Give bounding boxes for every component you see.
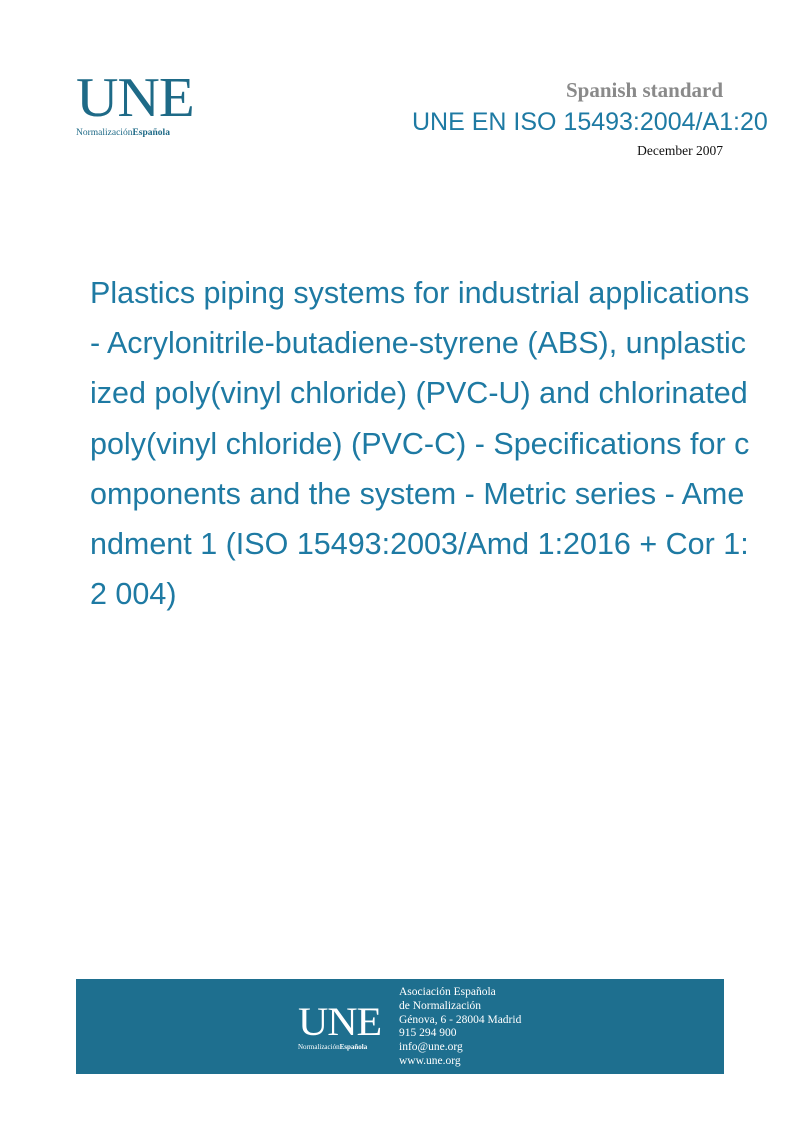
footer-band [76,979,724,1074]
standard-type-label: Spanish standard [566,78,723,102]
footer-address: Génova, 6 - 28004 Madrid [399,1013,522,1026]
footer-une-logo [298,999,398,1051]
document-title: Plastics piping systems for industrial applications - Acrylonitrile-butadiene-styrene (ABS), unplasticized poly(vinyl chloride) (PVC-U) and chlorinated poly(vinyl chloride) (PVC-C) - Specifications for components and the system - Metric series - Amendment 1 (ISO 15493:2003/Amd 1:2016 + Cor 1:2 004) [90,276,750,612]
footer-tagline-regular: Normalización [298,1043,340,1051]
footer-org-name-line1: Asociación Española [399,986,496,998]
footer-tagline-bold: Española [339,1043,368,1051]
footer-contact-info [399,986,521,1069]
footer-website-link[interactable]: www.une.org [399,1054,461,1067]
logo-tagline-regular: Normalización [76,128,133,138]
une-logo-mark: UNE [76,67,194,129]
une-logo [76,67,206,142]
footer-org-name-line2: de Normalización [399,999,482,1012]
footer-email-link[interactable]: info@une.org [399,1041,463,1054]
standard-code: UNE EN ISO 15493:2004/A1:20 [412,108,768,136]
footer-logo-mark: UNE [298,999,382,1044]
footer-logo-tagline [298,1043,398,1051]
logo-tagline-bold: Española [132,128,170,138]
publication-date: December 2007 [637,143,723,158]
footer-phone: 915 294 900 [399,1027,457,1040]
une-logo-tagline [76,128,206,138]
